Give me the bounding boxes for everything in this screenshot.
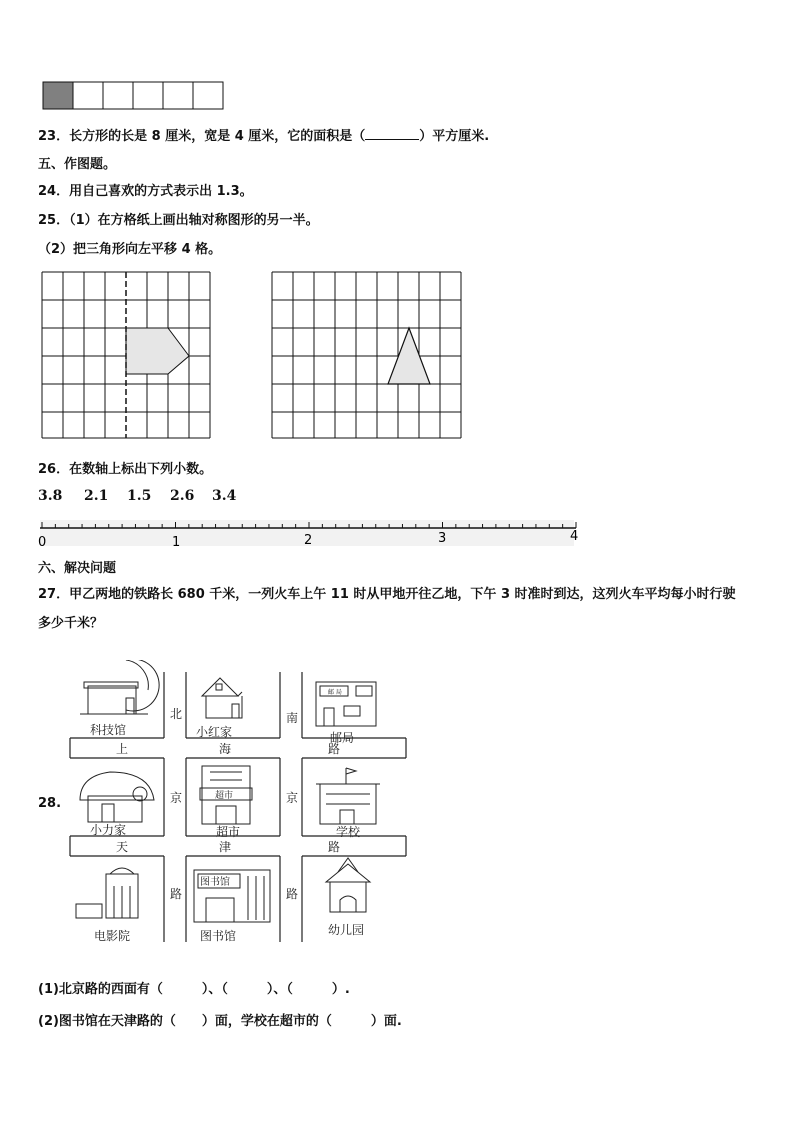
question-text: 在数轴上标出下列小数。 <box>69 462 213 477</box>
building-label-supermarket: 超市 <box>216 825 241 839</box>
question-24 <box>38 180 253 199</box>
question-part-1: （1）在方格纸上画出轴对称图形的另一半。 <box>69 213 319 228</box>
road-h1-char-3: 路 <box>328 742 341 756</box>
building-label-xiaoli-home: 小力家 <box>90 823 127 837</box>
building-label-library: 图书馆 <box>200 929 237 943</box>
question-28-number: 28. <box>38 796 62 811</box>
question-text: 甲乙两地的铁路长 680 千米，一列火车上午 11 时从甲地开往乙地，下午 3 时准时到达，这列火车平均每小时行驶 <box>69 587 736 602</box>
road-v1-char-2: 京 <box>170 791 183 805</box>
school-icon <box>316 768 380 824</box>
road-v2-char-2: 京 <box>286 791 299 805</box>
question-text: 用自己喜欢的方式表示出 1.3。 <box>69 184 253 199</box>
symmetry-grid <box>40 270 214 440</box>
library-sign: 图书馆 <box>200 877 230 888</box>
cinema-icon <box>76 868 138 918</box>
axis-label-3: 3 <box>438 531 447 546</box>
question-28-sub-1: (1)北京路的西面有（ ）、（ ）、（ ）. <box>38 982 350 997</box>
question-25-part-2: （2）把三角形向左平移 4 格。 <box>38 242 222 257</box>
building-label-post-office: 邮局 <box>330 731 355 745</box>
road-h2-char-2: 津 <box>219 840 232 854</box>
section-5-title: 五、作图题。 <box>38 157 117 172</box>
axis-label-1: 1 <box>172 535 181 550</box>
question-28-sub-2: (2)图书馆在天津路的（ ）面，学校在超市的（ ）面. <box>38 1014 402 1029</box>
section-6-title: 六、解决问题 <box>38 561 117 576</box>
question-27 <box>38 583 736 602</box>
question-23 <box>38 125 489 144</box>
number-line <box>36 512 582 550</box>
cottage-icon <box>80 772 154 822</box>
question-number: 26． <box>38 462 70 477</box>
road-v2-char-3: 路 <box>286 887 299 901</box>
road-h1-char-2: 海 <box>219 742 232 756</box>
question-number: 23． <box>38 129 70 144</box>
supermarket-sign: 超市 <box>215 791 234 801</box>
axis-label-4: 4 <box>570 529 579 544</box>
answer-boxes <box>42 81 226 111</box>
kindergarten-icon <box>326 858 370 912</box>
axis-label-0: 0 <box>38 535 47 550</box>
question-27-line-2: 多少千米？ <box>38 616 104 631</box>
science-museum-icon <box>80 660 159 714</box>
building-label-xiaohong-home: 小红家 <box>196 725 233 739</box>
question-26 <box>38 458 212 477</box>
question-text: 长方形的长是 8 厘米，宽是 4 厘米，它的面积是（ <box>69 129 366 144</box>
road-v2-char-1: 南 <box>286 711 299 725</box>
decimal-4: 2.6 <box>170 488 195 504</box>
post-office-icon <box>316 682 376 726</box>
translation-grid <box>270 270 464 440</box>
decimal-1: 3.8 <box>38 488 63 504</box>
city-map <box>66 660 412 950</box>
answer-blank[interactable] <box>365 128 419 140</box>
decimal-2: 2.1 <box>84 488 109 504</box>
axis-label-2: 2 <box>304 533 313 548</box>
question-25 <box>38 209 319 228</box>
building-label-kindergarten: 幼儿园 <box>328 923 365 937</box>
road-h2-char-1: 天 <box>116 840 129 854</box>
question-number: 25． <box>38 213 70 228</box>
road-v1-char-3: 路 <box>170 887 183 901</box>
question-number: 24． <box>38 184 70 199</box>
question-number: 27． <box>38 587 70 602</box>
road-h1-char-1: 上 <box>116 742 129 756</box>
road-h2-char-3: 路 <box>328 840 341 854</box>
question-text-end: ）平方厘米. <box>419 129 490 144</box>
post-office-sign: 邮 局 <box>328 689 342 696</box>
building-label-science-museum: 科技馆 <box>90 723 127 737</box>
house-icon <box>202 678 242 718</box>
road-v1-char-1: 北 <box>170 707 183 721</box>
decimal-5: 3.4 <box>212 488 237 504</box>
building-label-school: 学校 <box>336 825 361 839</box>
building-label-cinema: 电影院 <box>94 929 131 943</box>
decimal-3: 1.5 <box>127 488 152 504</box>
